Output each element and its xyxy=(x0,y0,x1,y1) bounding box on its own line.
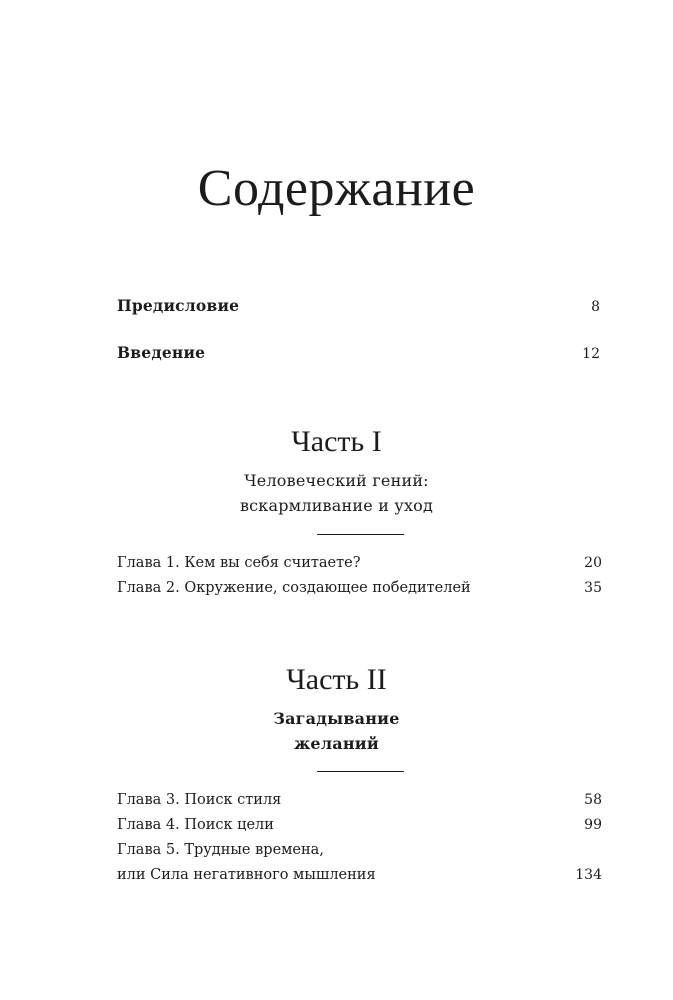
section-divider xyxy=(317,534,404,535)
toc-entry-label: Глава 4. Поиск цели xyxy=(117,817,274,833)
toc-entry-label: Предисловие xyxy=(117,296,240,315)
toc-entry-label: Глава 3. Поиск стиля xyxy=(117,792,282,808)
toc-entry-preface[interactable] xyxy=(117,296,600,320)
toc-entry-chapter-4[interactable] xyxy=(117,817,602,842)
toc-entry-label: или Сила негативного мышления xyxy=(117,867,376,883)
toc-entry-chapter-1[interactable] xyxy=(117,555,602,580)
toc-entry-label: Глава 1. Кем вы себя считаете? xyxy=(117,555,361,571)
toc-entry-page-number: 134 xyxy=(575,867,602,883)
toc-entry-page-number: 8 xyxy=(591,299,600,315)
toc-entry-page-number: 12 xyxy=(582,346,600,362)
toc-entry-chapter-3[interactable] xyxy=(117,792,602,817)
chapter-list xyxy=(117,792,602,892)
toc-entry-page-number: 58 xyxy=(584,792,602,808)
toc-entry-introduction[interactable] xyxy=(117,343,600,367)
part-subtitle-line: Загадывание xyxy=(273,709,400,728)
toc-entry-label: Введение xyxy=(117,343,206,362)
section-divider xyxy=(317,771,404,772)
toc-entry-page-number: 35 xyxy=(584,580,602,596)
toc-entry-chapter-2[interactable] xyxy=(117,580,602,605)
toc-entry-page-number: 99 xyxy=(584,817,602,833)
part-subtitle-line: желаний xyxy=(294,734,379,753)
toc-entry-chapter-5[interactable] xyxy=(117,842,602,867)
toc-entry-chapter-5-continued[interactable] xyxy=(117,867,602,892)
part-heading: Часть II xyxy=(286,663,387,696)
toc-entry-label: Глава 2. Окружение, создающее победителей xyxy=(117,580,471,596)
toc-entry-page-number: 20 xyxy=(584,555,602,571)
part-heading: Часть I xyxy=(291,425,382,458)
page-title: Содержание xyxy=(197,159,476,217)
chapter-list xyxy=(117,555,602,605)
toc-entry-label: Глава 5. Трудные времена, xyxy=(117,842,324,858)
part-subtitle-line: вскармливание и уход xyxy=(239,496,434,515)
part-subtitle-line: Человеческий гений: xyxy=(244,471,429,490)
